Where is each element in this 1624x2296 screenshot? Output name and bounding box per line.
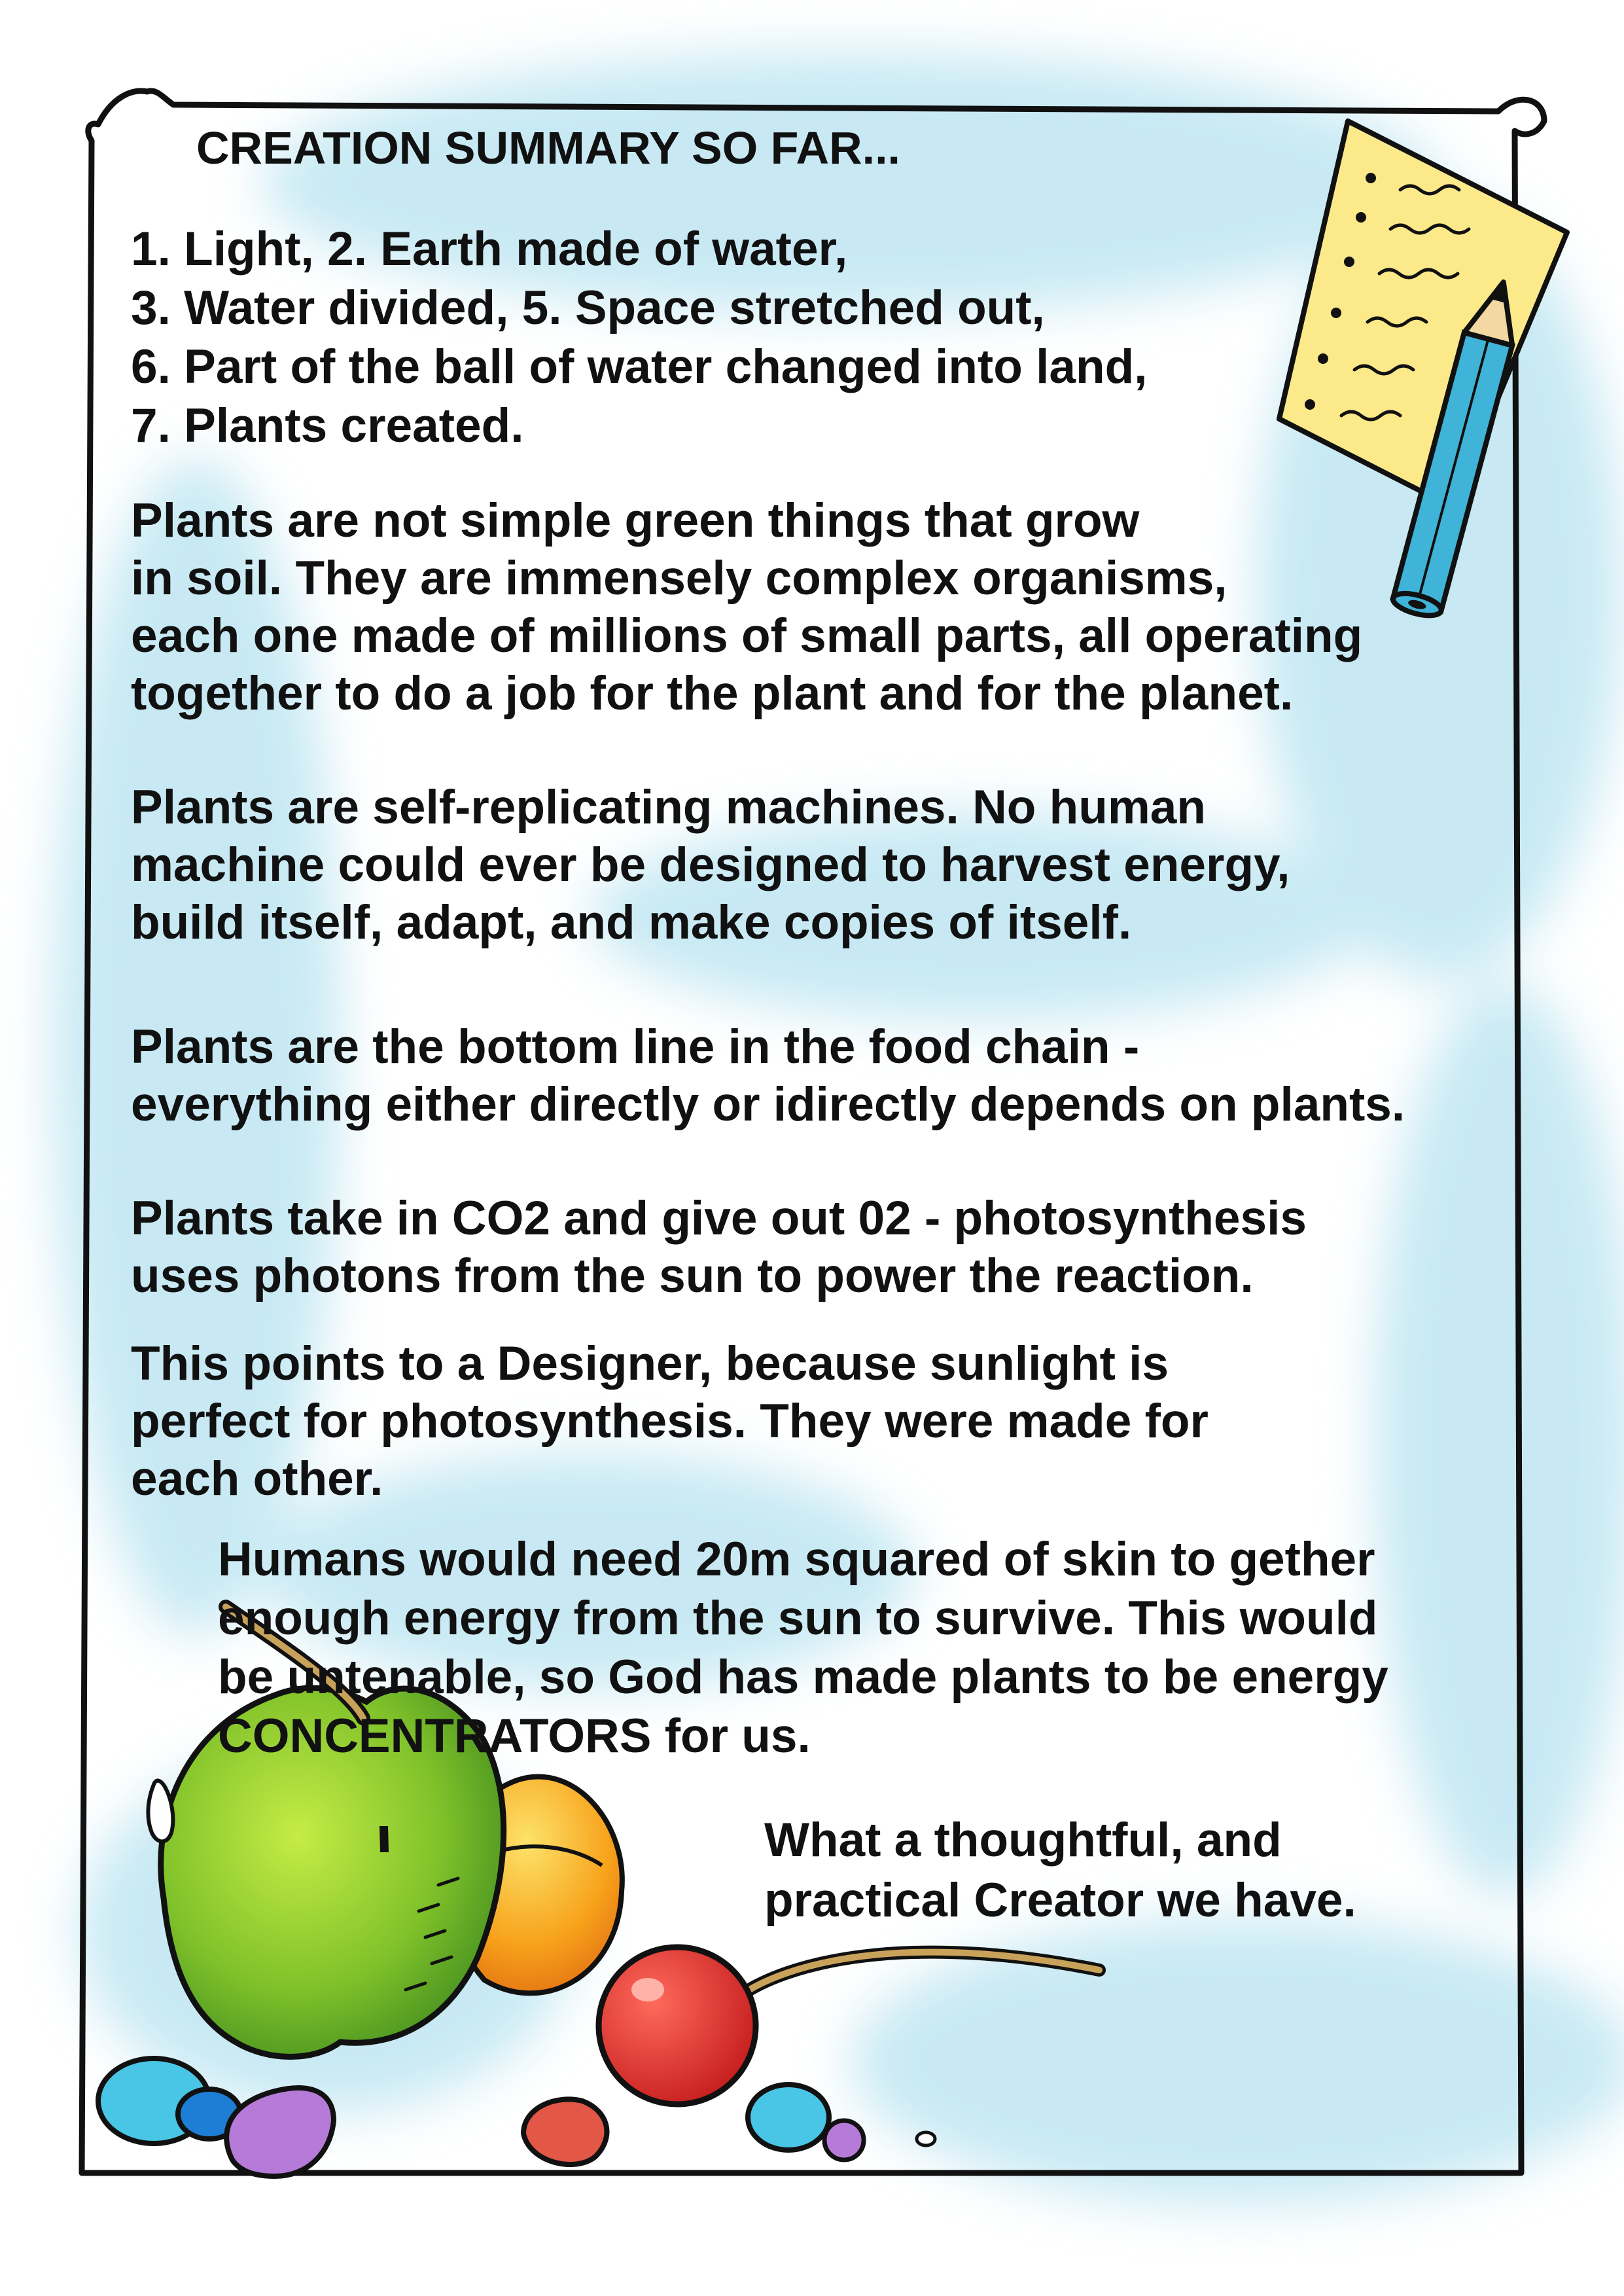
text-line: Plants are the bottom line in the food chain - — [131, 1020, 1140, 1073]
paragraph-self-replicating — [131, 779, 1290, 952]
text-line: each other. — [131, 1452, 383, 1505]
summary-item: 6. Part of the ball of water changed into land, — [131, 340, 1148, 393]
text-line: machine could ever be designed to harvest energy, — [131, 838, 1290, 891]
text-line: each one made of millions of small parts, all operating — [131, 609, 1363, 662]
text-line: uses photons from the sun to power the reaction. — [131, 1249, 1254, 1302]
text-line: in soil. They are immensely complex organisms, — [131, 552, 1227, 605]
text-line: Plants are not simple green things that grow — [131, 494, 1140, 547]
text-line: CONCENTRATORS for us. — [218, 1710, 811, 1763]
paragraph-closing — [764, 1810, 1356, 1931]
paragraph-energy-concentrators — [218, 1530, 1388, 1766]
summary-item: 1. Light, 2. Earth made of water, — [131, 223, 848, 276]
summary-item: 3. Water divided, 5. Space stretched out, — [131, 281, 1045, 334]
page-title: CREATION SUMMARY SO FAR... — [196, 122, 900, 173]
text-line: enough energy from the sun to survive. This would — [218, 1592, 1378, 1645]
text-line: Plants are self-replicating machines. No human — [131, 781, 1206, 834]
text-line: This points to a Designer, because sunlight is — [131, 1337, 1169, 1390]
text-line: Plants take in CO2 and give out 02 - photosynthesis — [131, 1192, 1307, 1245]
text-line: build itself, adapt, and make copies of itself. — [131, 896, 1132, 949]
text-line: together to do a job for the plant and for the planet. — [131, 667, 1294, 720]
text-line: everything either directly or idirectly depends on plants. — [131, 1078, 1405, 1131]
paragraph-food-chain — [131, 1018, 1405, 1134]
text-line: practical Creator we have. — [764, 1874, 1356, 1927]
text-line: What a thoughtful, and — [764, 1814, 1282, 1867]
text-line: be untenable, so God has made plants to be energy — [218, 1651, 1388, 1704]
paragraph-photosynthesis — [131, 1190, 1307, 1305]
text-line: Humans would need 20m squared of skin to gether — [218, 1533, 1375, 1586]
paragraph-plant-complexity — [131, 492, 1362, 723]
paragraph-designer — [131, 1335, 1209, 1508]
summary-list — [131, 220, 1147, 456]
text-line: perfect for photosynthesis. They were made for — [131, 1395, 1209, 1448]
summary-item: 7. Plants created. — [131, 399, 524, 452]
